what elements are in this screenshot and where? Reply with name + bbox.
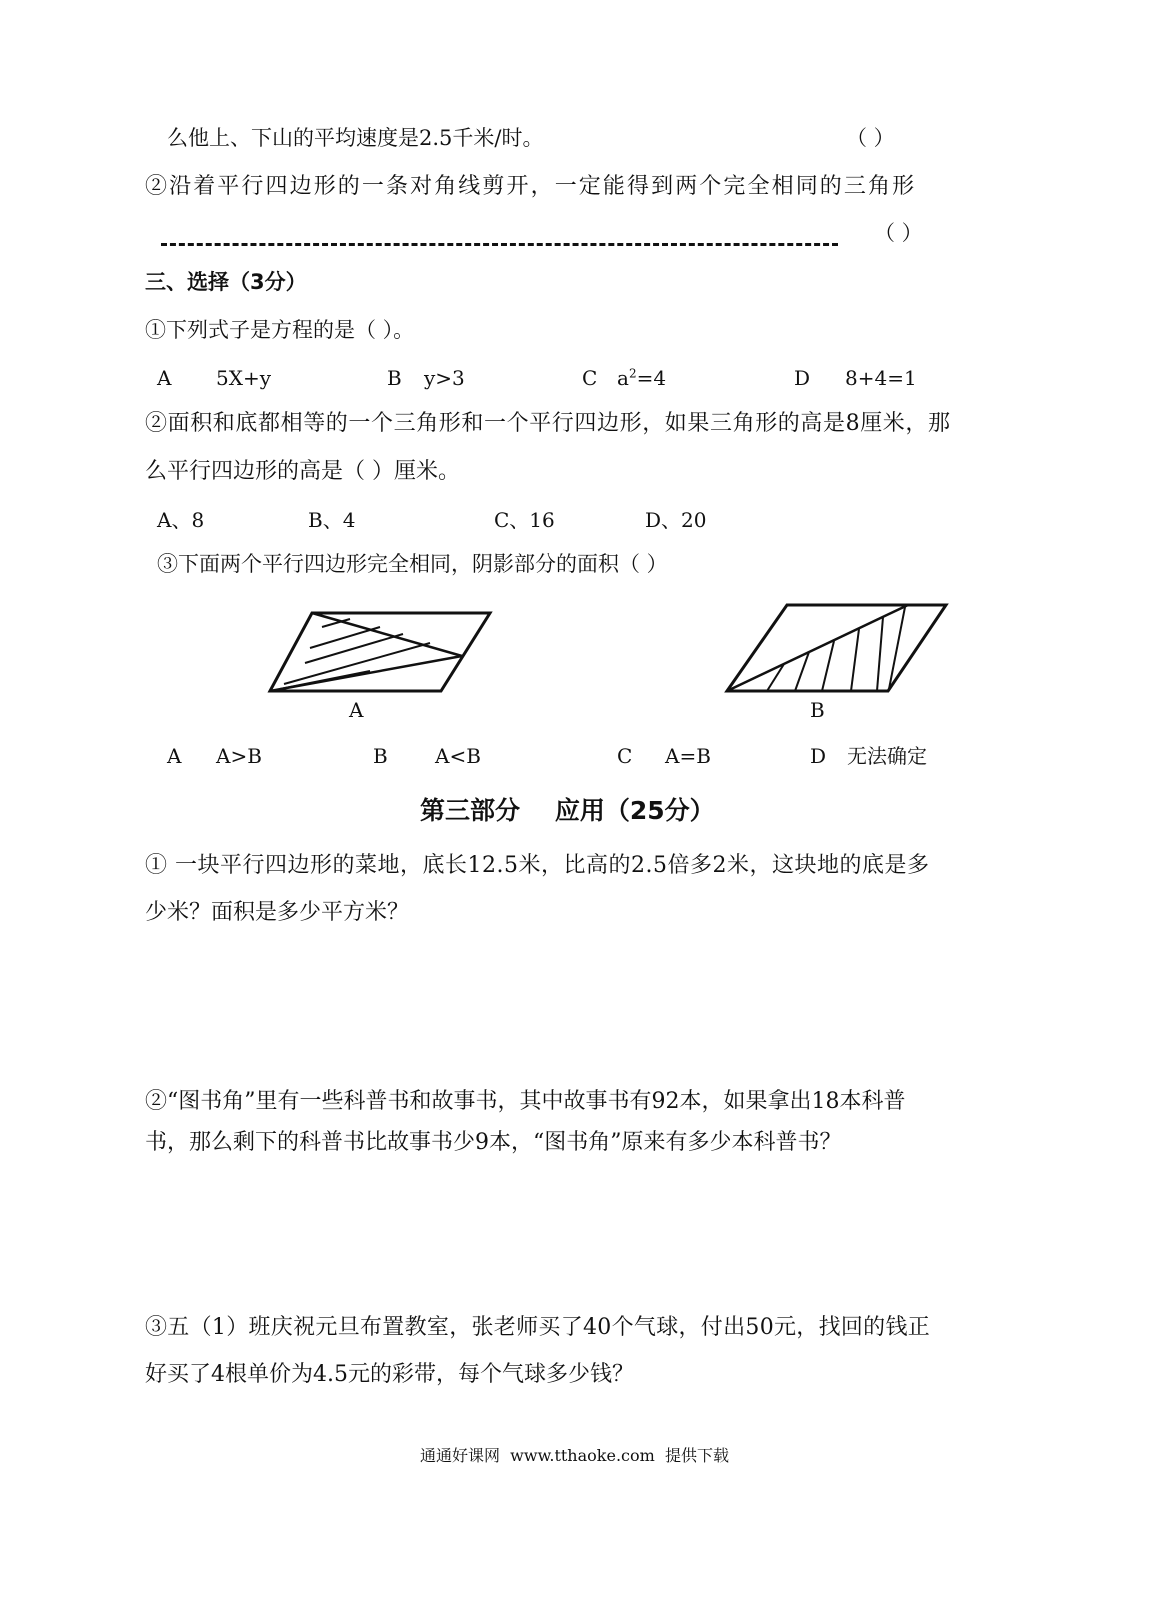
q3-option-d[interactable]: 无法确定: [847, 744, 927, 768]
q3-option-b-letter: B: [373, 744, 388, 768]
q3-option-b[interactable]: A<B: [435, 744, 481, 768]
q3-option-d-letter: D: [810, 744, 827, 768]
shading-b: [767, 607, 905, 691]
q2-option-a[interactable]: A、8: [157, 508, 205, 532]
answer-blank-1[interactable]: （ ）: [846, 126, 895, 150]
problem-2-line1: ②“图书角”里有一些科普书和故事书，其中故事书有92本，如果拿出18本科普: [145, 1089, 906, 1114]
statement-continuation: 么他上、下山的平均速度是2.5千米/时。: [167, 126, 544, 150]
q1-option-c-rest: =4: [636, 366, 667, 390]
q3-option-a-letter: A: [167, 744, 182, 768]
section-heading-choice: 三、选择（3分）: [145, 270, 307, 294]
dashed-continuation-line: [161, 243, 838, 246]
q3-option-c-letter: C: [617, 744, 633, 768]
parallelogram-figure-b: [717, 595, 957, 700]
q1-option-d[interactable]: 8+4=1: [845, 366, 917, 390]
question-2-stem-line1: ②面积和底都相等的一个三角形和一个平行四边形，如果三角形的高是8厘米，那: [145, 411, 951, 436]
q1-option-b-letter: B: [387, 366, 402, 390]
q1-option-b[interactable]: y>3: [424, 366, 465, 390]
q2-option-b[interactable]: B、4: [308, 508, 356, 532]
q3-option-a[interactable]: A>B: [216, 744, 262, 768]
q1-option-d-letter: D: [794, 366, 811, 390]
problem-1-line1: ① 一块平行四边形的菜地，底长12.5米，比高的2.5倍多2米，这块地的底是多: [145, 853, 930, 878]
problem-2-line2: 书，那么剩下的科普书比故事书少9本，“图书角”原来有多少本科普书？: [145, 1130, 842, 1155]
answer-blank-2[interactable]: （ ）: [874, 221, 923, 245]
q1-option-a[interactable]: 5X+y: [216, 366, 272, 390]
page-footer: 通通好课网 www.tthaoke.com 提供下载: [420, 1446, 729, 1465]
diagonal-a-upper: [312, 613, 462, 656]
parallelogram-b-outline: [727, 605, 946, 691]
problem-3-line1: ③五（1）班庆祝元旦布置教室，张老师买了40个气球，付出50元，找回的钱正: [145, 1315, 931, 1340]
q1-option-a-letter: A: [157, 366, 172, 390]
statement-2: ②沿着平行四边形的一条对角线剪开，一定能得到两个完全相同的三角形: [145, 174, 917, 199]
figure-b-label: B: [810, 698, 825, 722]
part-three-heading: 第三部分 应用（25分）: [420, 796, 715, 825]
q1-option-c[interactable]: [617, 368, 666, 388]
problem-1-line2: 少米？面积是多少平方米？: [145, 900, 410, 925]
q1-option-c-letter: C: [582, 366, 598, 390]
figure-a-label: A: [349, 698, 364, 722]
q3-option-c[interactable]: A=B: [665, 744, 711, 768]
q2-option-d[interactable]: D、20: [645, 508, 707, 532]
question-1-stem: ①下列式子是方程的是（ ）。: [145, 318, 415, 342]
q1-option-c-exponent: 2: [628, 366, 637, 381]
q1-option-c-base: a: [617, 366, 629, 390]
parallelogram-figure-a: [260, 605, 500, 700]
question-2-stem-line2: 么平行四边形的高是（ ）厘米。: [145, 459, 460, 484]
question-3-stem: ③下面两个平行四边形完全相同，阴影部分的面积（ ）: [157, 552, 668, 576]
q2-option-c[interactable]: C、16: [494, 508, 555, 532]
problem-3-line2: 好买了4根单价为4.5元的彩带，每个气球多少钱？: [145, 1362, 634, 1387]
